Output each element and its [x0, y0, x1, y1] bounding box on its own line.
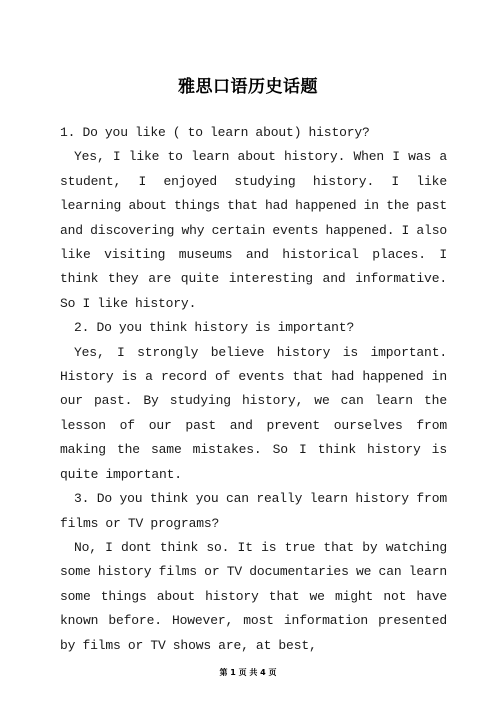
document-body [60, 121, 447, 658]
question-2: 2. Do you think history is important? [74, 320, 355, 336]
document-title: 雅思口语历史话题 [178, 77, 318, 97]
answer-3: No, I dont think so. It is true that by watching some history films or TV documentaries we can learn some things about history that we might not have known before. However, most information presented by films or TV shows are, at best, [60, 539, 447, 653]
page-number-footer: 第 1 页 共 4 页 [219, 668, 277, 677]
answer-1: Yes, I like to learn about history. When I was a student, I enjoyed studying history. I like learning about things that had happened in the past and discovering why certain events happened. I also like visiting museums and historical places. I think they are quite interesting and informative. So I like history. [60, 149, 447, 311]
question-1: 1. Do you like ( to learn about) history? [60, 125, 370, 140]
answer-2: Yes, I strongly believe history is important. History is a record of events that had happened in our past. By studying history, we can learn the lesson of our past and prevent ourselves from making the same mistakes. So I think history is quite important. [60, 344, 447, 482]
question-3: 3. Do you think you can really learn history from films or TV programs? [60, 491, 447, 531]
